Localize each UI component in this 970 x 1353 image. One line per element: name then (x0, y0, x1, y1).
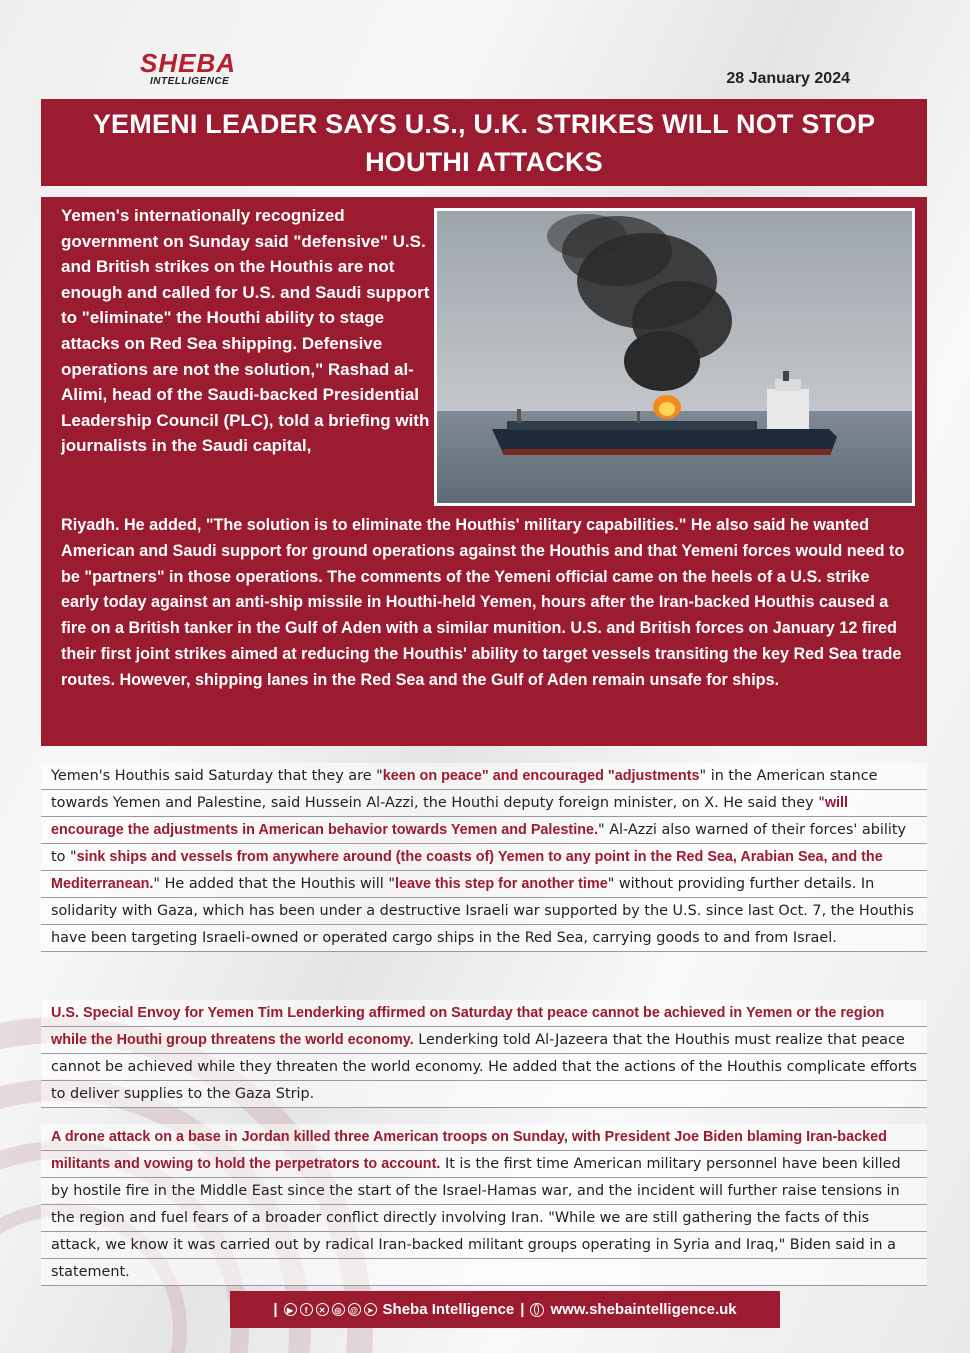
text-span: " He added that the Houthis will " (153, 876, 395, 892)
footer-website[interactable]: www.shebaintelligence.uk (550, 1301, 737, 1318)
burning-tanker-photo (434, 208, 915, 506)
sheba-logo (140, 50, 260, 92)
lead-full-text: Riyadh. He added, "The solution is to eliminate the Houthis' military capabilities." He also said he wanted American and Saudi support for ground operations against the Houthis and that Yemeni forces would need to be "partners" in those operations. The comments of the Yemeni official came on the heels of a U.S. strike early today against an anti-ship missile in Houthi-held Yemen, hours after the Iran-backed Houthis caused a fire on a British tanker in the Gulf of Aden with a similar munition. U.S. and British forces on January 12 fired their first joint strikes aimed at reducing the Houthis' ability to target vessels transiting the key Red Sea trade routes. However, shipping lanes in the Red Sea and the Gulf of Aden remain unsafe for ships. (61, 516, 905, 689)
tanker-illustration (437, 211, 912, 503)
text-span: It is the first time American military personnel have been killed by hostile fire in the Middle East since the start of the Israel-Hamas war, and the incident will further raise tensions in the region and fuel fears of a broader conflict directly involving Iran. "While we are still gathering the facts of this attack, we know it was carried out by radical Iran-backed militant groups operating in Syria and Iraq," Biden said in a statement. (51, 1156, 901, 1280)
highlight-span: U.S. Special Envoy for Yemen Tim Lenderking affirmed on Saturday that peace cannot be achieved in Yemen or the region while the Houthi group threatens the world economy. (51, 1005, 885, 1048)
facebook-icon[interactable]: f (300, 1303, 313, 1316)
logo-sub-text: INTELLIGENCE (150, 76, 230, 87)
highlight-span: will encourage the adjustments in American behavior towards Yemen and Palestine. (51, 795, 849, 838)
text-span: " without providing further details. In solidarity with Gaza, which has been under a destructive Israeli war supported by the U.S. since last Oct. 7, the Houthis have been targeting Israeli-owned or operated cargo ships in the Red Sea, carrying goods to and from Israel. (51, 876, 914, 946)
jordan-attack-text (41, 1124, 927, 1286)
highlight-span: keen on peace" and encouraged "adjustments (382, 768, 700, 784)
logo-main-text: SHEBA (140, 48, 237, 78)
lenderking-section (41, 1000, 927, 1108)
highlight-span: A drone attack on a base in Jordan killed three American troops on Sunday, with President Joe Biden blaming Iran-backed militants and vowing to hold the perpetrators to account. (51, 1129, 887, 1172)
highlight-span: sink ships and vessels from anywhere around (the coasts of) Yemen to any point in the Red Sea, Arabian Sea, and the Mediterranean. (51, 849, 883, 892)
social-icons (284, 1303, 377, 1316)
instagram-icon[interactable]: ◎ (332, 1303, 345, 1316)
separator: | (520, 1301, 525, 1318)
lenderking-text (41, 1000, 927, 1108)
highlight-span: leave this step for another time (395, 876, 608, 892)
text-span: " Al-Azzi also warned of their forces' ability to " (51, 822, 907, 865)
telegram-icon[interactable]: ➤ (364, 1303, 377, 1316)
separator: | (273, 1301, 278, 1318)
youtube-icon[interactable]: ▶ (284, 1303, 297, 1316)
threads-icon[interactable]: @ (348, 1303, 361, 1316)
publication-date: 28 January 2024 (726, 70, 850, 87)
footer-name: Sheba Intelligence (382, 1301, 515, 1318)
text-span: Lenderking told Al-Jazeera that the Houthis must realize that peace cannot be achieved while they threaten the world economy. He added that the actions of the Houthis complicate efforts to deliver supplies to the Gaza Strip. (51, 1032, 917, 1102)
globe-icon (530, 1303, 544, 1317)
text-span: Yemen's Houthis said Saturday that they are " (51, 768, 383, 784)
x-icon[interactable]: ✕ (316, 1303, 329, 1316)
jordan-attack-section (41, 1124, 927, 1286)
houthi-statement-text (41, 763, 927, 952)
lead-wrap-text: Yemen's internationally recognized government on Sunday said "defensive" U.S. and British strikes on the Houthis are not enough and called for U.S. and Saudi support to "eliminate" the Houthi ability to stage attacks on Red Sea shipping. Defensive operations are not the solution," Rashad al-Alimi, head of the Saudi-backed Presidential Leadership Council (PLC), told a briefing with journalists in the Saudi capital, (61, 206, 430, 456)
headline: YEMENI LEADER SAYS U.S., U.K. STRIKES WILL NOT STOP HOUTHI ATTACKS (92, 108, 876, 177)
houthi-statement-section (41, 763, 927, 952)
headline-banner (41, 99, 927, 186)
text-span: " in the American stance towards Yemen and Palestine, said Hussein Al-Azzi, the Houthi deputy foreign minister, on X. He said they " (51, 768, 878, 811)
footer-bar (230, 1291, 780, 1328)
